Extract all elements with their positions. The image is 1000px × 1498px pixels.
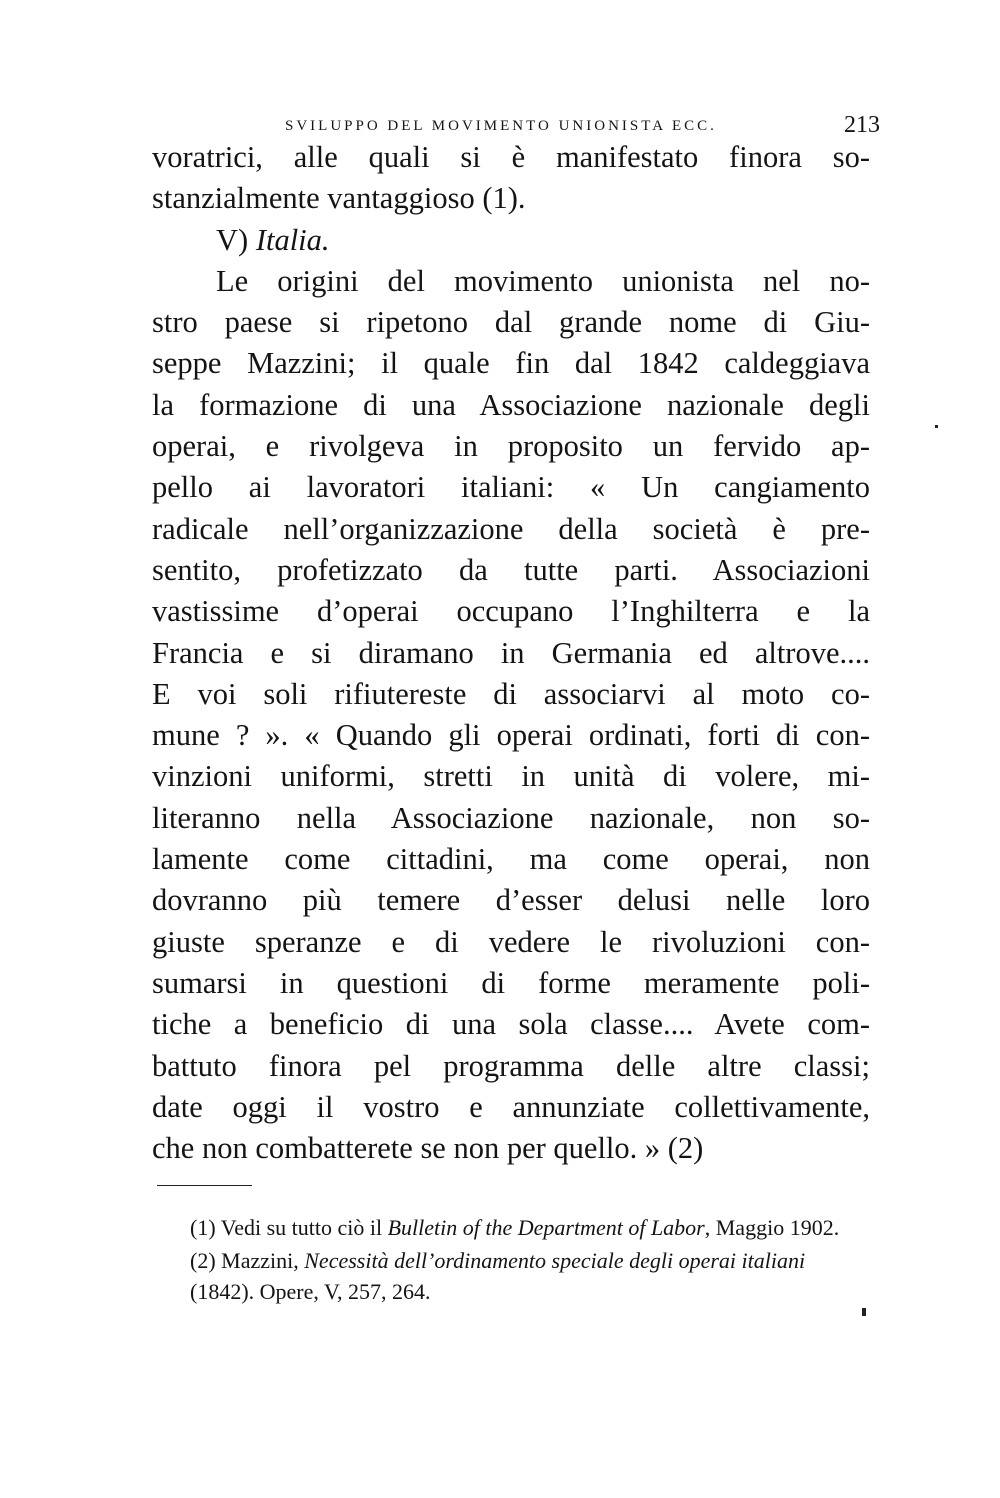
text-line: stro paese si ripetono dal grande nome di Giu- (152, 305, 870, 340)
footnote-rule (157, 1185, 252, 1186)
section-marker: V) (216, 222, 256, 257)
footnote-1-text (146, 1212, 866, 1243)
text-line: sumarsi in questioni di forme meramente poli- (152, 965, 870, 1000)
text-line: dovranno più temere d’esser delusi nelle loro (152, 883, 870, 918)
footnote-author: Mazzini, (215, 1248, 305, 1273)
footnote-2 (146, 1245, 866, 1307)
text-line: operai, e rivolgeva in proposito un fervido ap- (152, 429, 870, 464)
text-line: vinzioni uniformi, stretti in unità di volere, mi- (152, 759, 870, 794)
text-line: literanno nella Associazione nazionale, non so- (152, 800, 870, 835)
body-text (152, 137, 870, 1169)
text-line: mune ? ». « Quando gli operai ordinati, forti di con- (152, 718, 870, 753)
footnote-title: Bulletin of the Department of Labor (387, 1215, 705, 1240)
text-line: date oggi il vostro e annunziate collettivamente, (152, 1089, 870, 1124)
text-line: stanzialmente vantaggioso (1). (152, 181, 526, 216)
print-speck (935, 425, 938, 428)
text-line: che non combatterete se non per quello. » (2) (152, 1131, 704, 1166)
text-line: Le origini del movimento unionista nel no- (216, 263, 870, 298)
footnotes (146, 1212, 866, 1307)
text-line: vastissime d’operai occupano l’Inghilterra e la (152, 594, 870, 629)
text-line: sentito, profetizzato da tutte parti. Associazioni (152, 552, 870, 587)
footnote-text: , Maggio 1902. (704, 1215, 840, 1240)
page-number: 213 (844, 112, 880, 138)
text-line: lamente come cittadini, ma come operai, non (152, 842, 870, 877)
text-line: pello ai lavoratori italiani: « Un cangiamento (152, 470, 870, 505)
text-line: tiche a beneficio di una sola classe.... Avete com- (152, 1007, 870, 1042)
footnote-marker: (1) (190, 1215, 216, 1240)
footnote-title: Necessità dell’ordinamento speciale degli operai italiani (304, 1248, 806, 1273)
footnote-2-text (146, 1245, 866, 1307)
footnote-marker: (2) (190, 1248, 216, 1273)
text-line: Francia e si diramano in Germania ed altrove.... (152, 635, 870, 670)
text-line: giuste speranze e di vedere le rivoluzioni con- (152, 924, 870, 959)
text-line: battuto finora pel programma delle altre classi; (152, 1048, 870, 1083)
footnote-text: Vedi su tutto ciò il (215, 1215, 388, 1240)
text-line: seppe Mazzini; il quale fin dal 1842 caldeggiava (152, 346, 870, 381)
section-heading-line (152, 220, 870, 261)
footnote-text: (1842). Opere, V, 257, 264. (190, 1279, 431, 1304)
print-speck (862, 1308, 866, 1316)
section-heading: Italia. (255, 222, 330, 257)
text-line: la formazione di una Associazione nazionale degli (152, 387, 870, 422)
text-line: voratrici, alle quali si è manifestato finora so- (152, 140, 870, 174)
running-title: SVILUPPO DEL MOVIMENTO UNIONISTA ECC. (285, 118, 717, 134)
text-line: radicale nell’organizzazione della società è pre- (152, 511, 870, 546)
footnote-1 (146, 1212, 866, 1243)
text-line: E voi soli rifiutereste di associarvi al moto co- (152, 676, 870, 711)
